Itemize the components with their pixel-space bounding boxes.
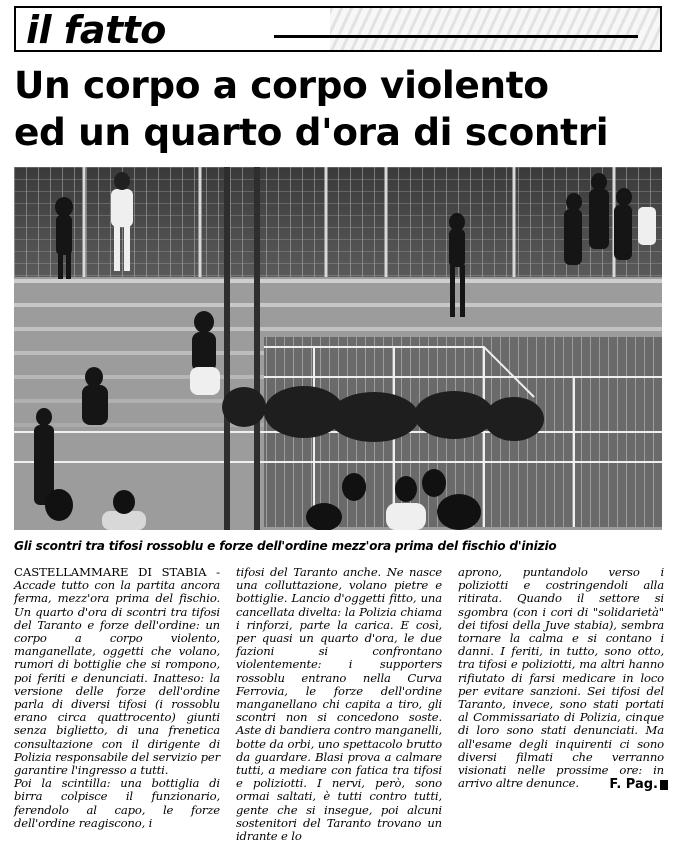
photo-caption: Gli scontri tra tifosi rossoblu e forze dell'ordine mezz'ora prima del fischio d'inizio: [14, 539, 557, 553]
article-column-3: [458, 566, 664, 790]
dateline: CASTELLAMMARE DI STABIA -: [14, 565, 220, 579]
section-kicker: [14, 6, 662, 52]
end-mark: [660, 780, 668, 790]
kicker-rule: [274, 35, 638, 38]
headline-line-2: ed un quarto d'ora di scontri: [14, 110, 609, 154]
article-text: Accade tutto con la partita ancora ferma, mezz'ora prima del fischio. Un quarto d'ora di scontri tra tifosi del Taranto e forze dell'ordine: un corpo a corpo violento, manganellate, oggetti che volano, rumori di bottiglie che si rompono, poi feriti e denunciati. Inatteso: la versione delle forze dell'ordine parla di diversi tifosi (i rossoblu erano circa quattrocento) giunti senza biglietto, di una frenetica consultazione con il dirigente di Polizia responsabile del servizio per garantire l'ingresso a tutti.: [14, 578, 220, 778]
article-column-1: [14, 566, 220, 830]
author-signature: F. Pag.: [609, 777, 658, 792]
article-paragraph: aprono, puntandolo verso i poliziotti e costringendoli alla ritirata. Quando il settore si sgombra (con i cori di "solidarietà" dei tifosi della Juve stabia), sembra tornare la calma e si contano i danni. I feriti, in tutto, sono otto, tra tifosi e poliziotti, ma altri hanno rifiutato di farsi medicare in loco per evitare sanzioni. Sei tifosi del Taranto, invece, sono stati portati al Commissariato di Polizia, cinque di loro sono stati denunciati. Ma all'esame degli inquirenti ci sono diversi filmati che verranno visionati nelle prossime ore: in arrivo altre denunce.: [458, 565, 664, 791]
stadium-clash-photo: [14, 167, 662, 530]
article-paragraph: Poi la scintilla: una bottiglia di birra colpisce il funzionario, ferendolo al capo, le forze dell'ordine reagiscono, i: [14, 776, 220, 830]
news-photo: [14, 167, 662, 530]
kicker-label: il fatto: [26, 8, 166, 52]
headline: [14, 62, 666, 156]
kicker-shading: [330, 8, 660, 50]
article-paragraph: tifosi del Taranto anche. Ne nasce una colluttazione, volano pietre e bottiglie. Lancio d'oggetti fitto, una cancellata divelta: la Polizia chiama i rinforzi, parte la carica. E così, per quasi un quarto d'ora, le due fazioni si confrontano violentemente: i supporters rossoblu entrano nella Curva Ferrovia, le forze dell'ordine manganellano chi capita a tiro, gli scontri non si concedono soste. Aste di bandiera contro manganelli, botte da orbi, uno spettacolo brutto da guardare. Blasi prova a calmare tutti, a mediare con fatica tra tifosi e poliziotti. I nervi, però, sono ormai saltati, è tutti contro tutti, gente che si insegue, poi alcuni sostenitori del Taranto trovano un idrante e lo: [236, 565, 442, 843]
headline-line-1: Un corpo a corpo violento: [14, 63, 549, 107]
article-column-2: [236, 566, 442, 843]
article-paragraph: [14, 566, 220, 777]
